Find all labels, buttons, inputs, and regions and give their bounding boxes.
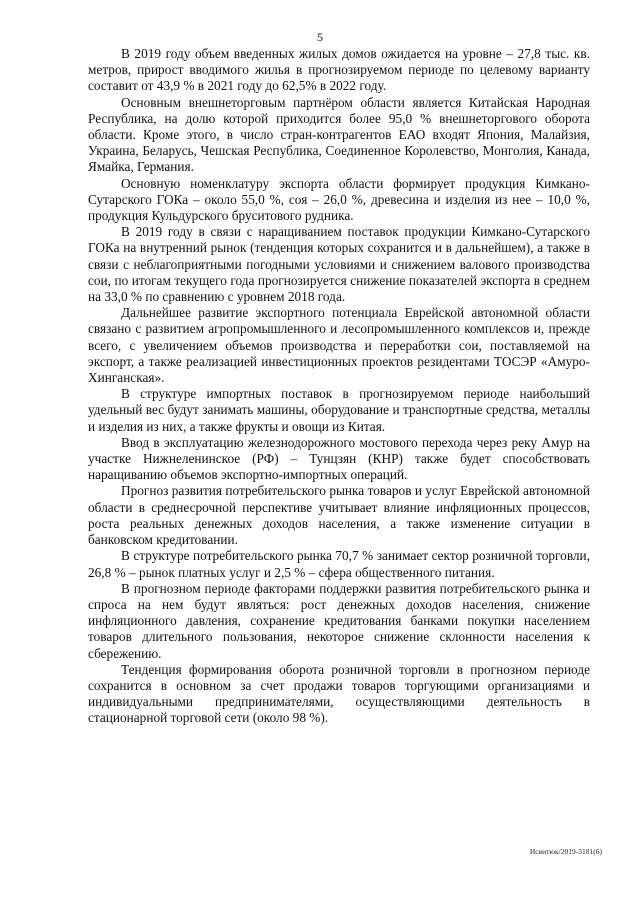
paragraph-export-nomenclature: Основную номенклатуру экспорта области формирует продукция Кимкано-Сутарского ГОКа – около 55,0 %, соя – 26,0 %, древесина и изделия из нее – 10,0 %, продукция Кульдурского бруситового рудника. bbox=[88, 175, 590, 224]
document-code: Исвитюк/2019-3181(6) bbox=[529, 847, 602, 856]
document-body bbox=[88, 46, 590, 727]
paragraph-trade-partners: Основным внешнеторговым партнёром области является Китайская Народная Республика, на долю которой приходится более 95,0 % внешнеторгового оборота области. Кроме этого, в число стран-контрагентов ЕАО входят Япония, Малайзия, Украина, Беларусь, Чешская Республика, Соединенное Королевство, Монголия, Канада, Ямайка, Германия. bbox=[88, 94, 590, 175]
page-number: 5 bbox=[317, 30, 323, 44]
paragraph-housing: В 2019 году объем введенных жилых домов ожидается на уровне – 27,8 тыс. кв. метров, прирост вводимого жилья в прогнозируемом периоде по целевому варианту составит от 43,9 % в 2021 году до 62,5% в 2022 году. bbox=[88, 46, 590, 94]
paragraph-retail-trend: Тенденция формирования оборота розничной торговли в прогнозном периоде сохранится в основном за счет продажи товаров торгующими организациями и индивидуальными предпринимателями, осуществляющими деятельность в стационарной торговой сети (около 98 %). bbox=[88, 661, 590, 726]
paragraph-export-decline: В 2019 году в связи с наращиванием поставок продукции Кимкано-Сутарского ГОКа на внутренний рынок (тенденция которых сохранится и в дальнейшем), а также в связи с неблагоприятными погодными условиями и снижением валового производства сои, по итогам текущего года прогнозируется снижение показателей экспорта в среднем на 33,0 % по сравнению с уровнем 2018 года. bbox=[88, 224, 590, 305]
paragraph-consumer-structure: В структуре потребительского рынка 70,7 % занимает сектор розничной торговли, 26,8 % – рынок платных услуг и 2,5 % – сфера общественного питания. bbox=[88, 548, 590, 580]
paragraph-export-potential: Дальнейшее развитие экспортного потенциала Еврейской автономной области связано с развитием агропромышленного и лесопромышленного комплексов и, прежде всего, с увеличением объемов производства и переработки сои, поставляемой на экспорт, а также реализацией инвестиционных проектов резидентами ТОСЭР «Амуро-Хинганская». bbox=[88, 305, 590, 386]
paragraph-bridge: Ввод в эксплуатацию железнодорожного мостового перехода через реку Амур на участке Нижнеленинское (РФ) – Тунцзян (КНР) также будет способствовать наращиванию объемов экспортно-импортных операций. bbox=[88, 434, 590, 483]
paragraph-support-factors: В прогнозном периоде факторами поддержки развития потребительского рынка и спроса на нем будут являться: рост денежных доходов населения, снижение инфляционного давления, сохранение кредитования банками покупки населением товаров длительного пользования, некоторое снижение склонности населения к сбережению. bbox=[88, 580, 590, 661]
paragraph-import-structure: В структуре импортных поставок в прогнозируемом периоде наибольший удельный вес будут занимать машины, оборудование и транспортные средства, металлы и изделия из них, а также фрукты и овощи из Китая. bbox=[88, 386, 590, 434]
paragraph-consumer-forecast: Прогноз развития потребительского рынка товаров и услуг Еврейской автономной области в среднесрочной перспективе учитывает влияние инфляционных процессов, роста реальных денежных доходов населения, а также изменение ситуации в банковском кредитовании. bbox=[88, 483, 590, 548]
